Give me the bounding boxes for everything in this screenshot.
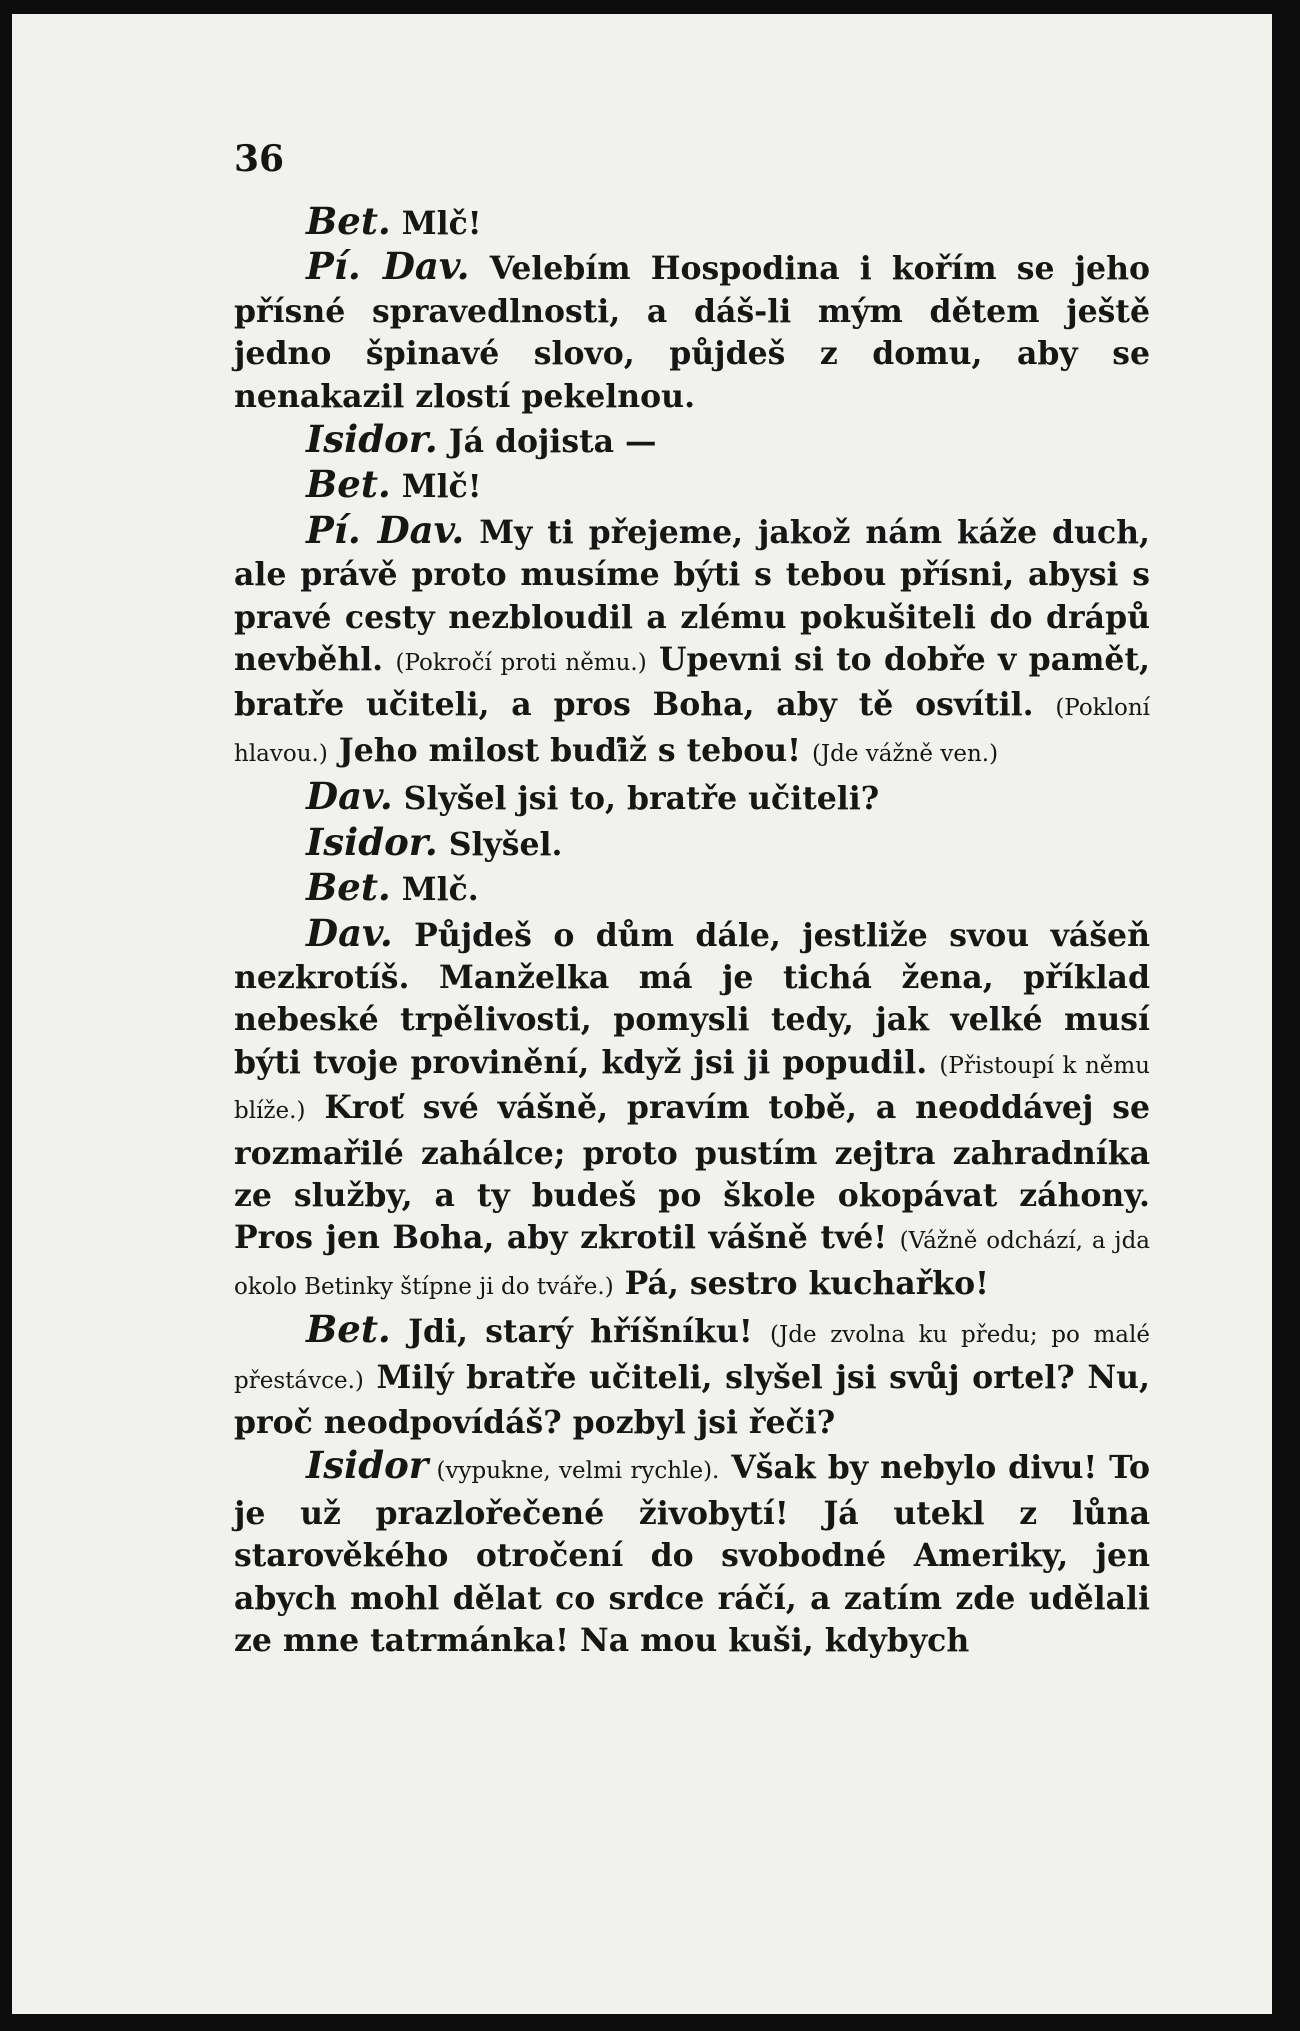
paragraph (234, 245, 1150, 418)
speaker: Bet. (306, 1307, 391, 1352)
page-number: 36 (234, 138, 285, 180)
speaker: Pí. Dav. (306, 507, 465, 552)
stage-direction: (Přistoupí k němu blíže.) (234, 1052, 1150, 1125)
dialogue: My ti přejeme, jakož nám káže duch, ale právě proto musíme býti s tebou přísni, abysi s pravé cesty nezbloudil a zlému pokušiteli do drápů nevběhl. (234, 513, 1150, 679)
paragraph (234, 912, 1150, 1309)
page-text (234, 200, 1150, 1662)
dialogue: Mlč. (390, 871, 479, 909)
dialogue: Upevni si to dobře v pamět, bratře učiteli, a pros Boha, aby tě osvítil. (234, 641, 1150, 724)
stage-direction: (Jde zvolna ku předu; po malé přestávce.) (234, 1322, 1150, 1394)
dialogue: Slyšel. (437, 825, 563, 863)
dialogue: Já dojista — (437, 423, 657, 461)
speaker: Dav. (306, 910, 393, 955)
paragraph (234, 509, 1150, 775)
book-page (12, 14, 1272, 2014)
speaker: Isidor (306, 1443, 429, 1488)
dialogue: Milý bratře učiteli, slyšel jsi svůj ortel? Nu, proč neodpovídáš? pozbyl jsi řeči? (234, 1358, 1150, 1441)
paragraph (234, 463, 1150, 508)
dialogue: Jdi, starý hříšníku! (390, 1313, 771, 1351)
speaker: Bet. (306, 865, 391, 910)
stage-direction: (Vážně odchází, a jda okolo Betinky štípne ji do tváře.) (234, 1228, 1151, 1300)
paragraph (234, 418, 1150, 463)
paragraph (234, 866, 1150, 911)
paragraph (234, 1444, 1150, 1662)
paragraph (234, 1308, 1150, 1444)
stage-direction: (Jde vážně ven.) (811, 740, 999, 767)
dialogue: Velebím Hospodina i kořím se jeho přísné spravedlnosti, a dáš-li mým dětem ještě jedno špinavé slovo, půjdeš z domu, aby se nenakazil zlostí pekelnou. (234, 250, 1151, 415)
speaker: Bet. (306, 462, 391, 507)
stage-direction: (vypukne, velmi rychle). (428, 1458, 720, 1485)
speaker: Pí. Dav. (306, 244, 470, 289)
stage-direction: (Pokročí proti němu.) (395, 650, 647, 677)
paragraph (234, 200, 1150, 245)
dialogue: Kroť své vášně, pravím tobě, a neoddávej se rozmařilé zahálce; proto pustím zejtra zahradníka ze služby, a ty budeš po škole okopávat záhony. Pros jen Boha, aby zkrotil vášně tvé! (234, 1089, 1150, 1257)
speaker: Bet. (306, 199, 391, 243)
dialogue: Však by nebylo divu! To je už prazlořečené živobytí! Já utekl z lůna starověkého otročení do svobodné Ameriky, jen abych mohl dělat co srdce ráčí, a zatím zde udělali ze mne tatrmánka! Na mou kuši, kdybych (234, 1449, 1150, 1659)
paragraph (234, 821, 1150, 866)
paragraph (234, 775, 1150, 820)
speaker: Isidor. (306, 417, 438, 462)
dialogue: Slyšel jsi to, bratře učiteli? (392, 780, 880, 818)
dialogue: Pá, sestro kuchařko! (613, 1264, 989, 1302)
dialogue: Jeho milost buďiž s tebou! (327, 731, 812, 769)
speaker: Isidor. (306, 819, 438, 864)
speaker: Dav. (306, 774, 393, 819)
dialogue: Mlč! (390, 468, 482, 506)
dialogue: Mlč! (390, 205, 482, 242)
dialogue: Půjdeš o dům dále, jestliže svou vášeň nezkrotíš. Manželka má je tichá žena, příklad nebeské trpělivosti, pomysli tedy, jak velké musí býti tvoje provinění, když jsi ji popudil. (234, 916, 1150, 1081)
stage-direction: (Pokloní hlavou.) (234, 695, 1150, 767)
